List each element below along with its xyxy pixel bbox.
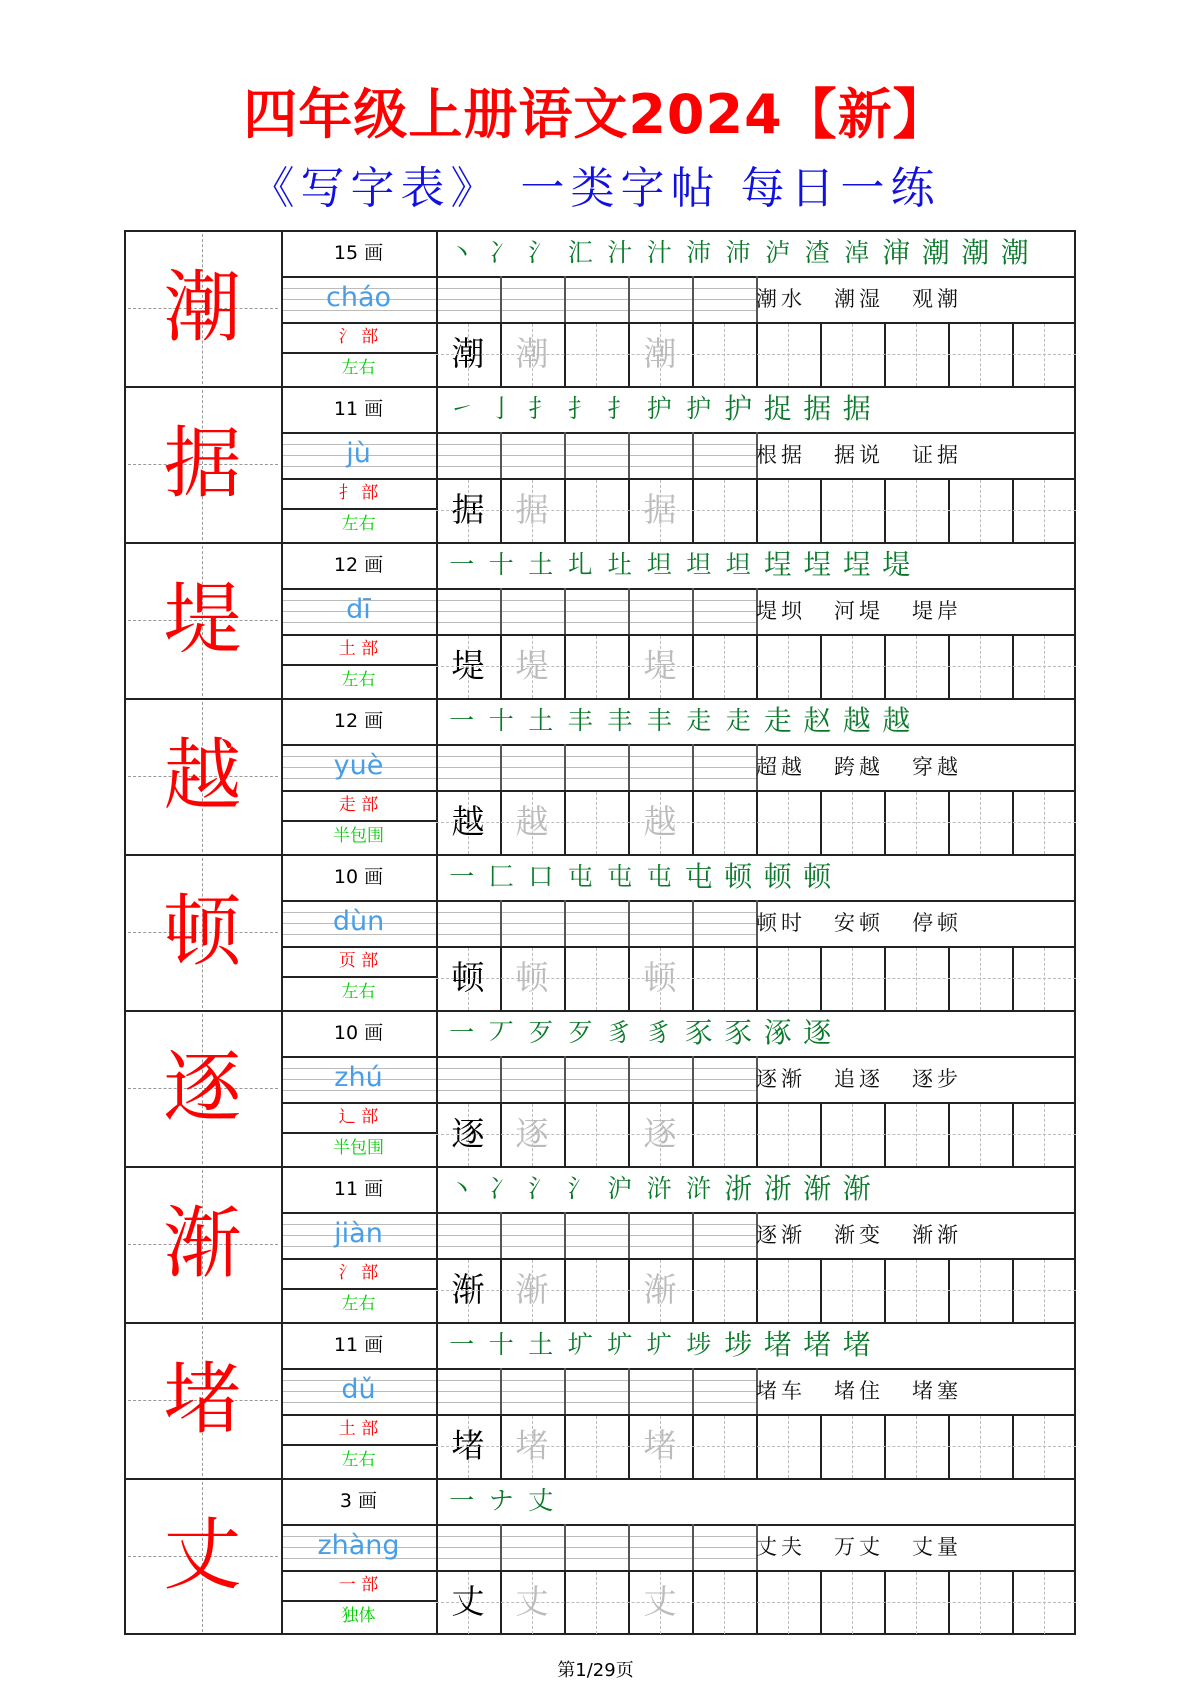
stroke-step: 豸 [607, 1018, 633, 1047]
cell-line [692, 1524, 694, 1570]
cell-line [692, 276, 694, 322]
pinyin: yuè [333, 750, 384, 781]
stroke-step: 土 [528, 1330, 554, 1359]
stroke-step: 渖 [882, 236, 911, 269]
pinyin-line [438, 767, 756, 768]
stroke-step: 潮 [961, 236, 990, 269]
example-word: 根据 [756, 443, 806, 467]
stroke-step: 逐 [803, 1016, 832, 1049]
stroke-step: 沛 [686, 238, 712, 267]
example-word: 渐渐 [912, 1223, 962, 1247]
stroke-step: 十 [488, 1330, 514, 1359]
structure: 左右 [341, 358, 376, 378]
word-list [756, 1212, 962, 1258]
structure: 半包围 [333, 1138, 384, 1158]
stroke-step: 冫 [488, 238, 514, 267]
stroke-step: 堵 [803, 1328, 832, 1361]
stroke-count: 3 画 [339, 1490, 378, 1512]
cell-line [692, 1056, 694, 1102]
pinyin: zhàng [317, 1530, 400, 1561]
stroke-step: 口 [528, 862, 554, 891]
stroke-step: 浙 [763, 1172, 792, 1205]
stroke-step: 一 [449, 1018, 475, 1047]
trace-cell[interactable]: 据 [515, 490, 549, 529]
pinyin-line [438, 1090, 756, 1091]
character-block [124, 542, 1076, 698]
pinyin-line [438, 299, 756, 300]
example-word: 丈夫 [756, 1535, 806, 1559]
pinyin-line [438, 1224, 756, 1225]
pinyin: dī [346, 594, 371, 625]
stroke-step: 顿 [803, 860, 832, 893]
stroke-step: 走 [763, 704, 792, 737]
stroke-count: 12 画 [333, 554, 384, 576]
character-block [124, 698, 1076, 854]
stroke-order [442, 542, 916, 588]
stroke-step: 圹 [646, 1330, 672, 1359]
pinyin: zhú [334, 1062, 383, 1093]
cell-line [628, 900, 630, 946]
radical: 走 部 [338, 795, 379, 815]
pinyin-line [438, 1536, 756, 1537]
word-list [756, 588, 962, 634]
stroke-step: 泸 [765, 238, 791, 267]
stroke-step: 堵 [842, 1328, 871, 1361]
stroke-count: 11 画 [333, 1334, 384, 1356]
cell-guide [436, 1446, 1076, 1447]
stroke-step: 扌 [607, 394, 633, 423]
structure: 半包围 [333, 826, 384, 846]
stroke-step: 丰 [567, 706, 593, 735]
stroke-step: 丰 [646, 706, 672, 735]
main-character: 堤 [163, 575, 242, 665]
page-number: 第1/29页 [557, 1660, 634, 1681]
pinyin-line [438, 934, 756, 935]
stroke-step: 丰 [607, 706, 633, 735]
stroke-step: 扌 [567, 394, 593, 423]
pinyin-line [438, 1235, 756, 1236]
radical: 页 部 [338, 951, 379, 971]
stroke-step: 淖 [844, 238, 870, 267]
stroke-step: ㇀ [449, 394, 475, 423]
stroke-step: 氵 [567, 1174, 593, 1203]
stroke-step: 十 [488, 550, 514, 579]
cell-line [500, 432, 502, 478]
stroke-step: 亅 [488, 394, 514, 423]
example-word: 穿越 [912, 755, 962, 779]
character-block [124, 1166, 1076, 1322]
trace-cell[interactable]: 堤 [643, 646, 677, 685]
radical: 辶 部 [338, 1107, 379, 1127]
stroke-step: 丶 [449, 1174, 475, 1203]
stroke-count: 10 画 [333, 866, 384, 888]
stroke-step: 走 [725, 706, 751, 735]
cell-line [692, 1368, 694, 1414]
stroke-step: 护 [724, 392, 753, 425]
cell-line [564, 1212, 566, 1258]
cell-line [692, 1212, 694, 1258]
word-list [756, 276, 962, 322]
stroke-step: 歹 [528, 1018, 554, 1047]
trace-cell[interactable]: 越 [515, 802, 549, 841]
example-word: 堵塞 [912, 1379, 962, 1403]
example-word: 逐渐 [756, 1067, 806, 1091]
trace-cell[interactable]: 潮 [643, 334, 677, 373]
writing-cell[interactable]: 顿 [451, 958, 485, 997]
pinyin: dùn [332, 906, 385, 937]
stroke-step: 匚 [488, 862, 514, 891]
stroke-step: 埕 [763, 548, 792, 581]
main-character: 堵 [163, 1355, 242, 1445]
cell-line [500, 1368, 502, 1414]
cell-line [628, 276, 630, 322]
pinyin-line [438, 1246, 756, 1247]
stroke-step: 护 [686, 394, 712, 423]
cell-line [628, 1524, 630, 1570]
stroke-order [442, 386, 877, 432]
word-list [756, 900, 962, 946]
stroke-order [442, 1478, 561, 1524]
example-word: 证据 [912, 443, 962, 467]
cell-line [628, 1056, 630, 1102]
example-word: 丈量 [912, 1535, 962, 1559]
example-word: 万丈 [834, 1535, 884, 1559]
stroke-step: 捉 [763, 392, 792, 425]
main-character: 潮 [163, 263, 242, 353]
stroke-order [442, 1322, 877, 1368]
pinyin: dǔ [341, 1374, 376, 1405]
main-character: 越 [163, 731, 242, 821]
stroke-step: 埕 [803, 548, 832, 581]
stroke-step: 圹 [607, 1330, 633, 1359]
trace-cell[interactable]: 顿 [515, 958, 549, 997]
stroke-step: 埕 [842, 548, 871, 581]
stroke-step: 屯 [607, 862, 633, 891]
trace-cell[interactable]: 堵 [643, 1426, 677, 1465]
radical: 一 部 [338, 1575, 379, 1595]
word-list [756, 432, 962, 478]
stroke-step: 圠 [567, 550, 593, 579]
character-block [124, 854, 1076, 1010]
stroke-step: 圹 [567, 1330, 593, 1359]
stroke-step: 豕 [724, 1016, 753, 1049]
stroke-order [442, 854, 837, 900]
cell-line [564, 1524, 566, 1570]
pinyin: cháo [325, 282, 392, 313]
cell-line [500, 744, 502, 790]
word-list [756, 744, 962, 790]
stroke-step: 走 [686, 706, 712, 735]
stroke-step: 据 [803, 392, 832, 425]
word-list [756, 1524, 962, 1570]
trace-cell[interactable]: 顿 [643, 958, 677, 997]
stroke-step: 歹 [567, 1018, 593, 1047]
writing-cell[interactable]: 渐 [451, 1270, 485, 1309]
radical: 氵 部 [338, 1263, 379, 1283]
pinyin: jù [346, 438, 371, 469]
stroke-step: 潮 [921, 236, 950, 269]
stroke-step: 十 [488, 706, 514, 735]
writing-cell[interactable]: 堵 [451, 1426, 485, 1465]
stroke-step: 氵 [528, 238, 554, 267]
pinyin-line [438, 923, 756, 924]
trace-cell[interactable]: 丈 [515, 1582, 549, 1621]
example-word: 超越 [756, 755, 806, 779]
stroke-step: 渐 [803, 1172, 832, 1205]
main-character: 顿 [163, 887, 242, 977]
cell-line [500, 1212, 502, 1258]
writing-cell[interactable]: 堤 [451, 646, 485, 685]
stroke-step: 越 [842, 704, 871, 737]
word-list [756, 1056, 962, 1102]
example-word: 潮湿 [834, 287, 884, 311]
cell-guide [436, 666, 1076, 667]
stroke-step: 汁 [607, 238, 633, 267]
trace-cell[interactable]: 渐 [515, 1270, 549, 1309]
cell-line [692, 900, 694, 946]
stroke-step: 埗 [724, 1328, 753, 1361]
stroke-step: 丆 [488, 1018, 514, 1047]
stroke-step: 丶 [449, 238, 475, 267]
pinyin-line [438, 912, 756, 913]
pinyin-line [438, 1380, 756, 1381]
cell-line [564, 432, 566, 478]
stroke-order [442, 1010, 837, 1056]
main-character: 逐 [163, 1043, 242, 1133]
stroke-step: 顿 [724, 860, 753, 893]
stroke-step: 赵 [803, 704, 832, 737]
example-word: 渐变 [834, 1223, 884, 1247]
example-word: 安顿 [834, 911, 884, 935]
cell-line [628, 1368, 630, 1414]
pinyin-line [438, 1068, 756, 1069]
character-block [124, 386, 1076, 542]
pinyin-line [438, 1402, 756, 1403]
trace-cell[interactable]: 逐 [515, 1114, 549, 1153]
pinyin-line [438, 444, 756, 445]
stroke-step: 一 [449, 862, 475, 891]
pinyin-line [438, 1558, 756, 1559]
trace-cell[interactable]: 逐 [643, 1114, 677, 1153]
main-character: 据 [163, 419, 242, 509]
stroke-step: 顿 [763, 860, 792, 893]
stroke-step: 丈 [528, 1486, 554, 1515]
stroke-order [442, 230, 1035, 276]
pinyin-line [438, 611, 756, 612]
pinyin-line [438, 622, 756, 623]
example-word: 逐渐 [756, 1223, 806, 1247]
example-word: 逐步 [912, 1067, 962, 1091]
stroke-step: 浒 [686, 1174, 712, 1203]
stroke-step: 土 [528, 706, 554, 735]
trace-cell[interactable]: 堤 [515, 646, 549, 685]
stroke-step: 一 [449, 706, 475, 735]
cell-line [564, 1056, 566, 1102]
stroke-step: ナ [488, 1486, 514, 1515]
stroke-step: 渣 [804, 238, 830, 267]
example-word: 据说 [834, 443, 884, 467]
cell-line [628, 432, 630, 478]
trace-cell[interactable]: 堵 [515, 1426, 549, 1465]
example-word: 观潮 [912, 287, 962, 311]
pinyin-line [438, 310, 756, 311]
stroke-step: 涿 [763, 1016, 792, 1049]
stroke-order [442, 698, 916, 744]
example-word: 顿时 [756, 911, 806, 935]
cell-line [564, 588, 566, 634]
stroke-step: 堵 [763, 1328, 792, 1361]
stroke-count: 11 画 [333, 1178, 384, 1200]
main-character: 丈 [163, 1511, 242, 1601]
pinyin-line [438, 455, 756, 456]
stroke-step: 坦 [725, 550, 751, 579]
cell-line [564, 276, 566, 322]
stroke-step: 冫 [488, 1174, 514, 1203]
stroke-step: 沛 [725, 238, 751, 267]
stroke-step: 沪 [607, 1174, 633, 1203]
pinyin-line [438, 466, 756, 467]
pinyin-line [438, 1547, 756, 1548]
example-word: 堵车 [756, 1379, 806, 1403]
example-word: 停顿 [912, 911, 962, 935]
cell-line [500, 1524, 502, 1570]
stroke-step: 坦 [646, 550, 672, 579]
character-block [124, 1478, 1076, 1634]
cell-line [500, 1056, 502, 1102]
cell-line [564, 744, 566, 790]
stroke-step: 屯 [646, 862, 672, 891]
radical: 土 部 [338, 639, 379, 659]
stroke-step: 圵 [607, 550, 633, 579]
pinyin-line [438, 1079, 756, 1080]
cell-guide [436, 354, 1076, 355]
cell-guide [436, 822, 1076, 823]
example-word: 潮水 [756, 287, 806, 311]
word-list [756, 1368, 962, 1414]
stroke-step: 浒 [646, 1174, 672, 1203]
stroke-step: 扌 [528, 394, 554, 423]
trace-cell[interactable]: 据 [643, 490, 677, 529]
stroke-count: 12 画 [333, 710, 384, 732]
stroke-step: 豕 [684, 1016, 713, 1049]
stroke-step: 一 [449, 1486, 475, 1515]
cell-guide [436, 510, 1076, 511]
stroke-step: 越 [882, 704, 911, 737]
stroke-step: 护 [646, 394, 672, 423]
writing-cell[interactable]: 丈 [451, 1582, 485, 1621]
example-word: 堤岸 [912, 599, 962, 623]
cell-line [564, 1368, 566, 1414]
writing-cell[interactable]: 据 [451, 490, 485, 529]
border [124, 1478, 1076, 1480]
trace-cell[interactable]: 丈 [643, 1582, 677, 1621]
character-block [124, 1322, 1076, 1478]
stroke-step: 据 [842, 392, 871, 425]
radical: 土 部 [338, 1419, 379, 1439]
stroke-step: 浙 [724, 1172, 753, 1205]
stroke-step: 汇 [567, 238, 593, 267]
example-word: 追逐 [834, 1067, 884, 1091]
page-title: 四年级上册语文2024【新】 [243, 83, 948, 146]
trace-cell[interactable]: 渐 [643, 1270, 677, 1309]
stroke-step: 埗 [686, 1330, 712, 1359]
trace-cell[interactable]: 潮 [515, 334, 549, 373]
cell-guide [436, 1290, 1076, 1291]
stroke-step: 氵 [528, 1174, 554, 1203]
cell-line [628, 1212, 630, 1258]
cell-line [564, 900, 566, 946]
radical: 扌 部 [338, 483, 379, 503]
structure: 独体 [341, 1606, 376, 1626]
radical: 氵 部 [338, 327, 379, 347]
stroke-count: 10 画 [333, 1022, 384, 1044]
writing-cell[interactable]: 越 [451, 802, 485, 841]
structure: 左右 [341, 1294, 376, 1314]
example-word: 河堤 [834, 599, 884, 623]
character-block [124, 230, 1076, 386]
cell-line [692, 744, 694, 790]
stroke-step: 土 [528, 550, 554, 579]
pinyin-line [438, 1391, 756, 1392]
structure: 左右 [341, 670, 376, 690]
main-character: 渐 [163, 1199, 242, 1289]
page-subtitle: 《写字表》 一类字帖 每日一练 [250, 163, 941, 214]
pinyin-line [438, 778, 756, 779]
stroke-step: 一 [449, 550, 475, 579]
cell-line [500, 588, 502, 634]
cell-line [692, 432, 694, 478]
writing-cell[interactable]: 潮 [451, 334, 485, 373]
structure: 左右 [341, 514, 376, 534]
structure: 左右 [341, 1450, 376, 1470]
stroke-step: 渐 [842, 1172, 871, 1205]
stroke-step: 坦 [686, 550, 712, 579]
stroke-step: 一 [449, 1330, 475, 1359]
pinyin-line [438, 756, 756, 757]
stroke-step: 豸 [646, 1018, 672, 1047]
pinyin-line [438, 288, 756, 289]
example-word: 跨越 [834, 755, 884, 779]
cell-line [500, 276, 502, 322]
example-word: 堤坝 [756, 599, 806, 623]
cell-line [500, 900, 502, 946]
cell-line [692, 588, 694, 634]
stroke-step: 堤 [882, 548, 911, 581]
cell-line [628, 744, 630, 790]
stroke-count: 15 画 [333, 242, 384, 264]
stroke-step: 屯 [567, 862, 593, 891]
cell-line [628, 588, 630, 634]
stroke-step: 潮 [1000, 236, 1029, 269]
cell-guide [436, 1134, 1076, 1135]
character-block [124, 1010, 1076, 1166]
structure: 左右 [341, 982, 376, 1002]
stroke-step: 汁 [646, 238, 672, 267]
stroke-order [442, 1166, 877, 1212]
trace-cell[interactable]: 越 [643, 802, 677, 841]
cell-guide [436, 978, 1076, 979]
pinyin-line [438, 600, 756, 601]
example-word: 堵住 [834, 1379, 884, 1403]
writing-cell[interactable]: 逐 [451, 1114, 485, 1153]
stroke-step: 屯 [684, 860, 713, 893]
cell-guide [436, 1602, 1076, 1603]
pinyin: jiàn [334, 1218, 383, 1249]
stroke-count: 11 画 [333, 398, 384, 420]
